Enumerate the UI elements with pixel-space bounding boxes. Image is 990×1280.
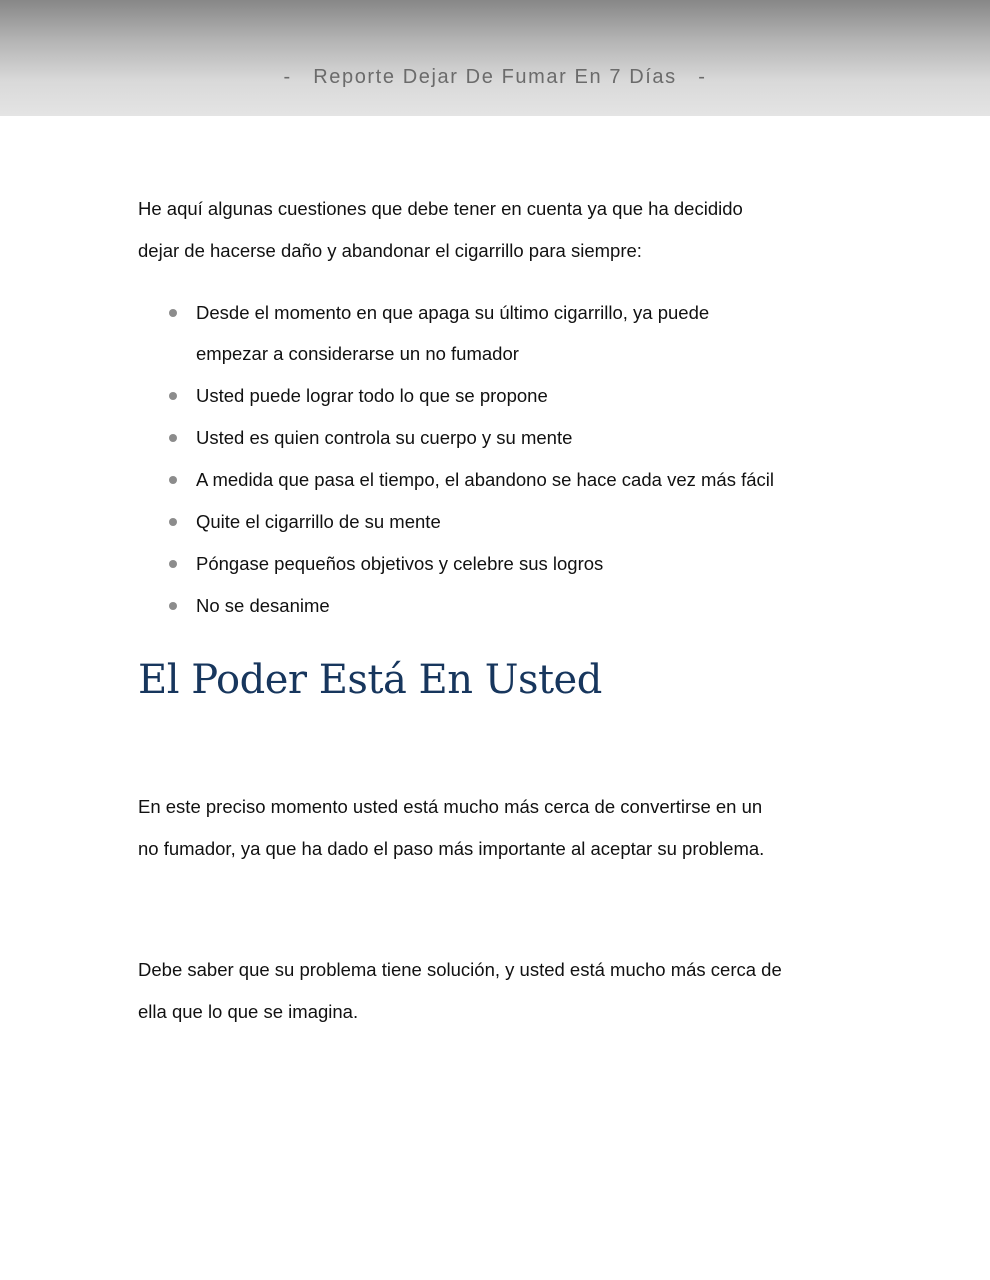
intro-line-2: dejar de hacerse daño y abandonar el cigarrillo para siempre:: [138, 240, 642, 261]
paragraph-line: no fumador, ya que ha dado el paso más importante al aceptar su problema.: [138, 838, 765, 859]
list-item-text: Póngase pequeños objetivos y celebre sus logros: [196, 553, 604, 574]
section-paragraph-1: [138, 786, 858, 870]
list-item: [138, 543, 858, 584]
list-item-text: A medida que pasa el tiempo, el abandono se hace cada vez más fácil: [196, 469, 774, 490]
paragraph-line: En este preciso momento usted está mucho más cerca de convertirse en un: [138, 796, 763, 817]
header-title: - Reporte Dejar De Fumar En 7 Días -: [283, 66, 707, 88]
intro-line-1: He aquí algunas cuestiones que debe tener en cuenta ya que ha decidido: [138, 198, 743, 219]
section-heading: El Poder Está En Usted: [138, 657, 602, 703]
bullet-icon: [169, 476, 177, 484]
intro-paragraph: [138, 188, 858, 272]
bullet-icon: [169, 560, 177, 568]
section-paragraph-2: [138, 949, 858, 1033]
list-item-text: Usted puede lograr todo lo que se propone: [196, 385, 548, 406]
paragraph-line: Debe saber que su problema tiene solución, y usted está mucho más cerca de: [138, 959, 782, 980]
list-item-text: No se desanime: [196, 595, 330, 616]
bullet-icon: [169, 392, 177, 400]
list-item: [138, 292, 858, 374]
bullet-icon: [169, 434, 177, 442]
list-item-text: Quite el cigarrillo de su mente: [196, 511, 441, 532]
list-item: [138, 459, 858, 500]
list-item: [138, 375, 858, 416]
paragraph-line: ella que lo que se imagina.: [138, 1001, 359, 1022]
page-header: [0, 0, 990, 116]
list-item-text: empezar a considerarse un no fumador: [196, 343, 519, 364]
list-item: [138, 585, 858, 626]
list-item-text: Usted es quien controla su cuerpo y su mente: [196, 427, 573, 448]
bullet-icon: [169, 309, 177, 317]
bullet-icon: [169, 602, 177, 610]
bullet-icon: [169, 518, 177, 526]
list-item: [138, 417, 858, 458]
list-item: [138, 501, 858, 542]
page-content: [138, 188, 858, 1033]
tips-list: [138, 292, 858, 626]
list-item-text: Desde el momento en que apaga su último cigarrillo, ya puede: [196, 302, 710, 323]
